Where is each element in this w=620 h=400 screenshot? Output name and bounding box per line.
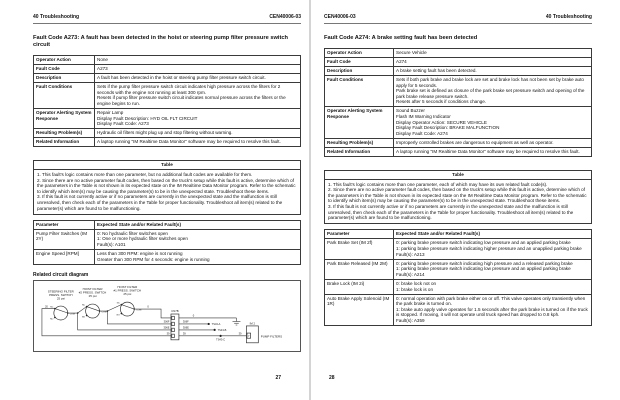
table-row — [325, 147, 592, 156]
table-row — [325, 294, 592, 325]
note-table — [324, 170, 592, 224]
switch-label: HOIST FILTER — [117, 285, 138, 290]
parameter-table-header — [325, 230, 592, 239]
row-value: Improperly controlled brakes are dangerous to equipment as well as operator. — [394, 138, 592, 147]
contact-com-label: COM — [136, 309, 142, 312]
row-label: Operator Alerting System Response — [34, 108, 95, 128]
table-row — [325, 75, 592, 106]
row-value: Sets if the pump filter pressure switch circuit indicates high pressure across the filters for 2 seconds with the engine not running at least 300 rpm. Resets if pump filter pressure switch circuit indicates normal pressure across the filters or the engine begins to run. — [95, 83, 301, 109]
row-label: Description — [34, 73, 95, 82]
page-left — [0, 0, 309, 400]
row-value: A laptop running "IM Realtime Data Monitor" software may be required to resolve this fault. — [394, 147, 592, 156]
row-value: Repair Lamp Display Fault Description: HYD OIL FLT CIRCUIT Display Fault Code: A273 — [95, 108, 301, 128]
parameter-name: Park Brake Released (IM 2M) — [325, 259, 394, 279]
switch-label: PRESS. SWITCH — [49, 293, 73, 298]
wire-0-label: 0 — [147, 305, 149, 309]
table-row — [325, 107, 592, 138]
table-row — [325, 279, 592, 294]
row-label: Resulting Problem(s) — [325, 138, 394, 147]
table-row — [325, 48, 592, 57]
circuit-diagram-heading: Related circuit diagram — [33, 271, 89, 278]
table-row — [325, 259, 592, 279]
circuit-diagram-svg — [34, 282, 300, 350]
table-row — [34, 250, 301, 265]
wire-306f-label: 306F — [182, 320, 189, 324]
row-label: Related Information — [34, 138, 95, 147]
parameter-table-header — [34, 220, 301, 229]
parameter-detail: 0: parking brake pressure switch indicating high pressure and a released parking brake 1: parking brake pressure switch indicating low pressure and an applied parking brake Fault(s): A214 — [394, 259, 592, 279]
parameter-name: Park Brake Set (IM 2f) — [325, 239, 394, 259]
terminal-ts43c-label: TS43-C — [216, 338, 226, 342]
switch-label: STEERING FILTER — [47, 289, 74, 294]
col-parameter: Parameter — [325, 230, 394, 239]
col-parameter: Parameter — [34, 220, 95, 229]
table-row — [325, 138, 592, 147]
page-header — [33, 14, 301, 24]
col-expected-state: Expected State and/or Related Fault(s) — [95, 220, 301, 229]
parameter-name: Engine Speed [RPM] — [34, 250, 95, 265]
header-section-title: 40 Troubleshooting — [545, 14, 592, 20]
page-right — [311, 0, 620, 400]
row-label: Operator Action — [325, 48, 394, 57]
wire-39-label: 39 — [166, 332, 170, 336]
note-table-header: Table — [34, 161, 300, 170]
table-row — [325, 239, 592, 259]
header-section-title: 40 Troubleshooting — [33, 14, 80, 20]
pump-filters-label: PUMP FILTERS — [260, 334, 283, 339]
note-table — [33, 160, 301, 214]
terminal-ts43a-label: TS43-A — [211, 323, 221, 327]
col-expected-state: Expected State and/or Related Fault(s) — [394, 230, 592, 239]
switch-label: #2 PRESS. SWITCH — [78, 290, 107, 295]
row-label: Fault Conditions — [34, 83, 95, 109]
contact-nc-label: NC — [50, 306, 54, 309]
header-doc-number: CEN40006-03 — [324, 14, 356, 20]
table-row — [34, 55, 301, 64]
parameter-name: Brake Lock (IM 2i) — [325, 279, 394, 294]
switch-label: #1 PRESS. SWITCH — [113, 288, 142, 293]
row-value: None — [95, 55, 301, 64]
wire-0-label: 0 — [192, 314, 195, 318]
row-label: Fault Code — [325, 57, 394, 66]
switch-label: 25 psi — [56, 296, 65, 301]
row-value: A laptop running "IM Realtime Data Monitor" software may be required to resolve this fault. — [95, 138, 301, 147]
switch-label: HOIST FILTER — [82, 287, 103, 292]
switch-label: 25 psi — [88, 294, 97, 299]
fault-info-table — [33, 55, 301, 148]
table-row — [34, 108, 301, 128]
row-value: A273 — [95, 64, 301, 73]
row-value: Sets if both park brake and brake lock are set and brake lock has not been set by brake auto apply for 5 seconds. Park brake set is defined as closure of the park brake set pressure switch and opening of the park brake release pressure switch. Resets after 5 seconds if conditions change. — [394, 75, 592, 106]
steering-filter-switch — [48, 290, 75, 321]
table-row — [34, 138, 301, 147]
fault-info-table — [324, 48, 592, 157]
table-row — [34, 229, 301, 249]
row-value: Hydraulic oil filters might plug up and stop filtering without warning. — [95, 129, 301, 138]
parameter-table — [324, 229, 592, 326]
contact-no-label: NO — [50, 318, 54, 321]
note-table-body: 1. This fault's logic contains more than one parameter, but no additional fault codes are available for them. 2. Since there are no active parameter fault codes, then based on the truck's setup while this fault is active, determine which of the parameters in the Table is not shown in its expected state on the IM Realtime Data Monitor program. Refer to the schematic to identify which item(s) may be causing the parameter(s) to be in the unexpected state. Troubleshoot these items. 3. If this fault is not currently active or if no parameters are currently in the unexpected state and the malfunction is still unresolved, then check each of the parameters in the Table for proper functionality. Troubleshoot all item(s) related to the parameter(s) which are found to be malfunctioning. — [37, 171, 296, 211]
row-label: Fault Conditions — [325, 75, 394, 106]
hoist-filter-1-switch — [114, 285, 142, 316]
page-header — [324, 14, 592, 24]
table-row — [34, 83, 301, 109]
row-label: Related Information — [325, 147, 394, 156]
contact-nc-label: NC — [81, 304, 86, 307]
terminal-ts43b-label: TS43-B — [217, 329, 227, 333]
circuit-wiring-right — [179, 314, 246, 342]
header-doc-number: CEN40006-03 — [269, 14, 301, 20]
hoist-filter-2-switch — [79, 287, 107, 318]
row-label: Fault Code — [34, 64, 95, 73]
parameter-detail: 0: normal operation with park brake either on or off. This valve operates only transiently when the park brake is turned on. 1: brake auto apply valve operates for 1.5 seconds after the park brake is turned on if the truck is stopped. If moving, it will not operate until truck speed has dropped to 0.8 kph. Fault(s): A359 — [394, 294, 592, 325]
row-label: Description — [325, 66, 394, 75]
connector-label: CN7B — [171, 309, 179, 314]
row-value: A274 — [394, 57, 592, 66]
row-label: Resulting Problem(s) — [34, 129, 95, 138]
row-value: Secure Vehicle — [394, 48, 592, 57]
parameter-table — [33, 220, 301, 265]
page-number: 28 — [329, 375, 335, 381]
parameter-detail: 0: parking brake pressure switch indicating low pressure and an applied parking brake 1: parking brake pressure switch indicating higher pressure and an unapplied parking brake Fault(s): A213 — [394, 239, 592, 259]
parameter-name: Pump Filter Switches (IM 2Y) — [34, 229, 95, 249]
contact-no-label: NO — [81, 316, 86, 319]
parameter-detail: 0: No hydraulic filter switches open 1: One or more hydraulic filter switches open Fault(s): A101 — [95, 229, 301, 249]
contact-nc-label: NC — [116, 302, 120, 305]
parameter-detail: 0: brake lock not on 1: brake lock is on — [394, 279, 592, 294]
wire-20-label: 20 — [44, 305, 48, 309]
page-number: 27 — [275, 375, 281, 381]
row-value: A fault has been detected in the hoist or steering pump filter pressure switch circuit. — [95, 73, 301, 82]
contact-com-label: COM — [101, 311, 107, 314]
wire-306e-label: 306E — [163, 326, 170, 330]
table-row — [34, 64, 301, 73]
row-value: A brake setting fault has been detected. — [394, 66, 592, 75]
fault-code-title: Fault Code A274: A brake setting fault has been detected — [324, 34, 478, 41]
row-label: Operator Alerting System Response — [325, 107, 394, 138]
circuit-diagram — [33, 280, 301, 352]
fault-code-title: Fault Code A273: A fault has been detected in the hoist or steering pump filter pressure switch circuit — [33, 34, 289, 48]
note-table-body: 1. This fault's logic contains more than one parameter, each of which may have its own related fault code(s). 2. Since there are no active parameter fault codes, then based on the truck's setup while this fault is active, determine which of the parameters in the Table is not shown in its expected state on the IM Realtime Data Monitor program. Refer to the schematic to identify which item(s) may be causing the parameter(s) to be in the unexpected state. Troubleshoot these items. 3. If this fault is not currently active or if no parameters are currently in the unexpected state and the malfunction is still unresolved, then check each of the parameters in the Table for proper functionality. Troubleshoot all item(s) related to the parameter(s) which are found to be malfunctioning. — [328, 181, 587, 221]
parameter-name: Auto Brake Apply Solenoid (IM 1R) — [325, 294, 394, 325]
note-table-header: Table — [325, 171, 591, 180]
module-pin-label: Y — [247, 335, 250, 339]
wire-306f-label: 306F — [163, 320, 170, 324]
table-row — [34, 73, 301, 82]
connector-cn7b — [171, 309, 179, 340]
parameter-detail: Less than 300 RPM: engine is not running Greater than 300 RPM for 4 seconds: engine is running — [95, 250, 301, 265]
contact-com-label: COM — [69, 313, 75, 316]
wire-39-label: 39 — [238, 332, 242, 336]
table-row — [325, 66, 592, 75]
table-row — [325, 57, 592, 66]
row-value: Sound Buzzer Flash IM Warning Indicator Display Operator Action: SECURE VEHICLE Display Fault Description: BRAKE MALFUNCTION Display Fault Code: A274 — [394, 107, 592, 138]
wire-306e-label: 306E — [182, 326, 189, 330]
row-label: Operator Action — [34, 55, 95, 64]
wire-39-label: 39 — [182, 332, 186, 336]
interface-module — [246, 322, 282, 343]
module-name-label: IM 2 — [249, 321, 256, 326]
contact-no-label: NO — [116, 314, 120, 317]
table-row — [34, 129, 301, 138]
switch-label: 25 psi — [123, 292, 132, 297]
